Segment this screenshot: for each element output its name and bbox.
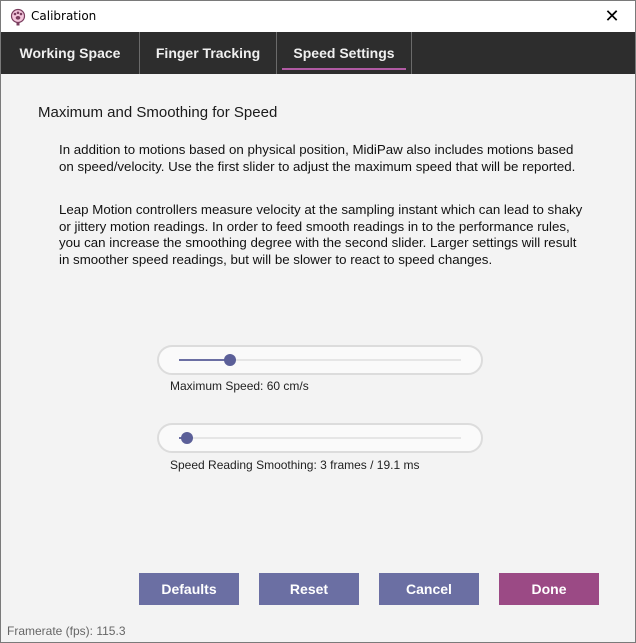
close-button[interactable]: [589, 1, 635, 32]
max-speed-label: Maximum Speed: 60 cm/s: [170, 379, 309, 393]
slider-fill: [179, 359, 230, 361]
title-bar: [1, 1, 635, 32]
section-title: Maximum and Smoothing for Speed: [38, 104, 278, 121]
active-tab-indicator: [282, 68, 406, 70]
smoothing-label: Speed Reading Smoothing: 3 frames / 19.1 ms: [170, 458, 420, 472]
window-title: Calibration: [31, 9, 97, 23]
description-paragraph-2: Leap Motion controllers measure velocity at the sampling instant which can lead to shaky or jittery motion readings. In order to feed smooth readings in to the performance rules, you can increase the smoothing degree with the second slider. Larger settings will result in smoother speed readings, but will be slower to react to speed changes.: [59, 202, 583, 268]
cancel-button[interactable]: Cancel: [379, 573, 479, 605]
tab-speed-settings[interactable]: [277, 32, 412, 74]
slider-thumb[interactable]: [181, 432, 193, 444]
paw-icon: [9, 8, 27, 26]
tab-label: Finger Tracking: [155, 45, 261, 61]
defaults-button[interactable]: Defaults: [139, 573, 239, 605]
done-button[interactable]: Done: [499, 573, 599, 605]
reset-button[interactable]: Reset: [259, 573, 359, 605]
description-paragraph-1: In addition to motions based on physical position, MidiPaw also includes motions based on speed/velocity. Use the first slider to adjust the maximum speed that will be reported.: [59, 142, 576, 174]
slider-track: [179, 437, 461, 439]
framerate-status: Framerate (fps): 115.3: [7, 624, 126, 638]
speed-settings-panel: [1, 74, 635, 622]
tab-finger-tracking[interactable]: [140, 32, 277, 74]
tab-working-space[interactable]: [1, 32, 140, 74]
tab-label: Working Space: [19, 45, 121, 61]
max-speed-slider[interactable]: [157, 345, 483, 375]
smoothing-slider[interactable]: [157, 423, 483, 453]
slider-thumb[interactable]: [224, 354, 236, 366]
tab-label: Speed Settings: [293, 45, 395, 61]
tab-bar: [1, 32, 635, 74]
close-icon: ✕: [604, 6, 620, 27]
